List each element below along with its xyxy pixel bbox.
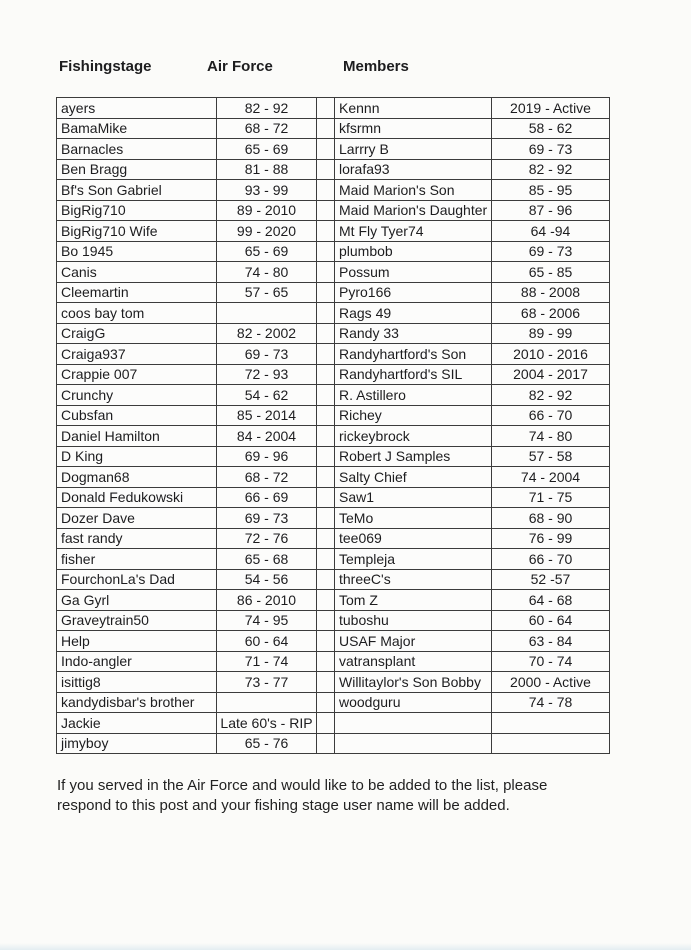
member-years-cell: 69 - 73 — [492, 241, 610, 262]
member-name-cell: Larrry B — [335, 139, 492, 160]
fishingstage-name-cell: Daniel Hamilton — [57, 426, 217, 447]
fishingstage-name-cell: Ben Bragg — [57, 159, 217, 180]
member-name-cell: Richey — [335, 405, 492, 426]
table-row — [57, 385, 610, 406]
member-name-cell: woodguru — [335, 692, 492, 713]
table-row — [57, 241, 610, 262]
fishingstage-name-cell: BigRig710 — [57, 200, 217, 221]
member-years-cell: 64 -94 — [492, 221, 610, 242]
member-years-cell: 2000 - Active — [492, 672, 610, 693]
spacer-cell — [317, 590, 335, 611]
table-row — [57, 487, 610, 508]
fishingstage-name-cell: BamaMike — [57, 118, 217, 139]
fishingstage-name-cell: Dozer Dave — [57, 508, 217, 529]
member-years-cell: 57 - 58 — [492, 446, 610, 467]
member-name-cell: R. Astillero — [335, 385, 492, 406]
table-row — [57, 467, 610, 488]
fishingstage-name-cell: Crunchy — [57, 385, 217, 406]
table-row — [57, 446, 610, 467]
fishingstage-name-cell: Donald Fedukowski — [57, 487, 217, 508]
member-name-cell: Randyhartford's SIL — [335, 364, 492, 385]
table-row — [57, 159, 610, 180]
air-force-years-cell: 65 - 76 — [217, 733, 317, 754]
spacer-cell — [317, 98, 335, 119]
table-row — [57, 692, 610, 713]
air-force-years-cell: 93 - 99 — [217, 180, 317, 201]
member-name-cell: Willitaylor's Son Bobby — [335, 672, 492, 693]
member-years-cell: 74 - 78 — [492, 692, 610, 713]
member-name-cell — [335, 733, 492, 754]
air-force-years-cell: 72 - 93 — [217, 364, 317, 385]
member-years-cell — [492, 713, 610, 734]
spacer-cell — [317, 631, 335, 652]
air-force-years-cell: 65 - 68 — [217, 549, 317, 570]
air-force-years-cell: 54 - 56 — [217, 569, 317, 590]
fishingstage-name-cell: Graveytrain50 — [57, 610, 217, 631]
spacer-cell — [317, 487, 335, 508]
table-row — [57, 426, 610, 447]
table-row — [57, 528, 610, 549]
air-force-years-cell: 57 - 65 — [217, 282, 317, 303]
table-row — [57, 651, 610, 672]
table-row — [57, 569, 610, 590]
column-header-fishingstage: Fishingstage — [59, 58, 152, 75]
spacer-cell — [317, 303, 335, 324]
air-force-years-cell — [217, 692, 317, 713]
air-force-years-cell: 66 - 69 — [217, 487, 317, 508]
table-row — [57, 262, 610, 283]
member-years-cell: 74 - 80 — [492, 426, 610, 447]
air-force-years-cell: 84 - 2004 — [217, 426, 317, 447]
spacer-cell — [317, 118, 335, 139]
air-force-years-cell: 69 - 73 — [217, 344, 317, 365]
air-force-years-cell: 82 - 2002 — [217, 323, 317, 344]
fishingstage-name-cell: Canis — [57, 262, 217, 283]
member-years-cell: 68 - 2006 — [492, 303, 610, 324]
spacer-cell — [317, 323, 335, 344]
member-years-cell: 2010 - 2016 — [492, 344, 610, 365]
spacer-cell — [317, 549, 335, 570]
spacer-cell — [317, 467, 335, 488]
air-force-years-cell: 69 - 96 — [217, 446, 317, 467]
footer-note — [57, 776, 547, 816]
fishingstage-name-cell: Bo 1945 — [57, 241, 217, 262]
member-years-cell: 82 - 92 — [492, 159, 610, 180]
member-name-cell: Salty Chief — [335, 467, 492, 488]
footer-line-1: If you served in the Air Force and would like to be added to the list, please — [57, 777, 548, 794]
fishingstage-name-cell: Craiga937 — [57, 344, 217, 365]
fishingstage-name-cell: D King — [57, 446, 217, 467]
fishingstage-name-cell: ayers — [57, 98, 217, 119]
fishingstage-name-cell: fisher — [57, 549, 217, 570]
air-force-years-cell: 68 - 72 — [217, 467, 317, 488]
member-years-cell: 2019 - Active — [492, 98, 610, 119]
spacer-cell — [317, 569, 335, 590]
air-force-years-cell: 85 - 2014 — [217, 405, 317, 426]
spacer-cell — [317, 651, 335, 672]
member-years-cell: 70 - 74 — [492, 651, 610, 672]
member-years-cell: 52 -57 — [492, 569, 610, 590]
member-years-cell: 82 - 92 — [492, 385, 610, 406]
spacer-cell — [317, 426, 335, 447]
member-name-cell: vatransplant — [335, 651, 492, 672]
table-row — [57, 344, 610, 365]
air-force-years-cell: 86 - 2010 — [217, 590, 317, 611]
column-header-air-force: Air Force — [207, 58, 273, 75]
air-force-years-cell: 74 - 95 — [217, 610, 317, 631]
table-row — [57, 303, 610, 324]
fishingstage-name-cell: Bf's Son Gabriel — [57, 180, 217, 201]
spacer-cell — [317, 200, 335, 221]
table-row — [57, 713, 610, 734]
air-force-years-cell: 68 - 72 — [217, 118, 317, 139]
spacer-cell — [317, 610, 335, 631]
table-row — [57, 364, 610, 385]
spacer-cell — [317, 733, 335, 754]
member-years-cell: 58 - 62 — [492, 118, 610, 139]
fishingstage-name-cell: BigRig710 Wife — [57, 221, 217, 242]
member-years-cell — [492, 733, 610, 754]
spacer-cell — [317, 405, 335, 426]
member-name-cell: Possum — [335, 262, 492, 283]
member-years-cell: 64 - 68 — [492, 590, 610, 611]
fishingstage-name-cell: jimyboy — [57, 733, 217, 754]
air-force-years-cell: 74 - 80 — [217, 262, 317, 283]
member-name-cell: Mt Fly Tyer74 — [335, 221, 492, 242]
member-name-cell: plumbob — [335, 241, 492, 262]
table-row — [57, 139, 610, 160]
member-name-cell: Randy 33 — [335, 323, 492, 344]
air-force-years-cell: 73 - 77 — [217, 672, 317, 693]
member-name-cell: Maid Marion's Daughter — [335, 200, 492, 221]
fishingstage-name-cell: Jackie — [57, 713, 217, 734]
fishingstage-name-cell: Crappie 007 — [57, 364, 217, 385]
air-force-years-cell: 81 - 88 — [217, 159, 317, 180]
spacer-cell — [317, 221, 335, 242]
member-name-cell: kfsrmn — [335, 118, 492, 139]
spacer-cell — [317, 446, 335, 467]
spacer-cell — [317, 241, 335, 262]
member-years-cell: 76 - 99 — [492, 528, 610, 549]
member-name-cell: threeC's — [335, 569, 492, 590]
air-force-years-cell: 60 - 64 — [217, 631, 317, 652]
table-row — [57, 323, 610, 344]
spacer-cell — [317, 139, 335, 160]
spacer-cell — [317, 364, 335, 385]
table-row — [57, 282, 610, 303]
fishingstage-name-cell: CraigG — [57, 323, 217, 344]
air-force-years-cell: 71 - 74 — [217, 651, 317, 672]
table-row — [57, 610, 610, 631]
spacer-cell — [317, 282, 335, 303]
member-years-cell: 71 - 75 — [492, 487, 610, 508]
scan-edge-strip — [0, 943, 691, 950]
spacer-cell — [317, 159, 335, 180]
spacer-cell — [317, 262, 335, 283]
table-row — [57, 631, 610, 652]
table-row — [57, 221, 610, 242]
fishingstage-name-cell: FourchonLa's Dad — [57, 569, 217, 590]
spacer-cell — [317, 692, 335, 713]
member-years-cell: 88 - 2008 — [492, 282, 610, 303]
member-years-cell: 74 - 2004 — [492, 467, 610, 488]
air-force-years-cell: 69 - 73 — [217, 508, 317, 529]
member-name-cell: Tom Z — [335, 590, 492, 611]
member-years-cell: 65 - 85 — [492, 262, 610, 283]
fishingstage-name-cell: isittig8 — [57, 672, 217, 693]
air-force-years-cell: 82 - 92 — [217, 98, 317, 119]
member-name-cell: Maid Marion's Son — [335, 180, 492, 201]
fishingstage-name-cell: fast randy — [57, 528, 217, 549]
member-years-cell: 60 - 64 — [492, 610, 610, 631]
table-row — [57, 672, 610, 693]
member-name-cell: Robert J Samples — [335, 446, 492, 467]
fishingstage-name-cell: Indo-angler — [57, 651, 217, 672]
member-years-cell: 89 - 99 — [492, 323, 610, 344]
table-row — [57, 590, 610, 611]
member-name-cell: USAF Major — [335, 631, 492, 652]
fishingstage-name-cell: Barnacles — [57, 139, 217, 160]
member-years-cell: 68 - 90 — [492, 508, 610, 529]
air-force-years-cell: 65 - 69 — [217, 139, 317, 160]
fishingstage-name-cell: Cleemartin — [57, 282, 217, 303]
fishingstage-name-cell: coos bay tom — [57, 303, 217, 324]
member-name-cell — [335, 713, 492, 734]
member-years-cell: 63 - 84 — [492, 631, 610, 652]
table-row — [57, 98, 610, 119]
spacer-cell — [317, 344, 335, 365]
member-years-cell: 2004 - 2017 — [492, 364, 610, 385]
table-row — [57, 733, 610, 754]
member-name-cell: lorafa93 — [335, 159, 492, 180]
member-name-cell: Rags 49 — [335, 303, 492, 324]
air-force-years-cell: 72 - 76 — [217, 528, 317, 549]
spacer-cell — [317, 385, 335, 406]
spacer-cell — [317, 672, 335, 693]
fishingstage-name-cell: Help — [57, 631, 217, 652]
fishingstage-name-cell: Cubsfan — [57, 405, 217, 426]
spacer-cell — [317, 508, 335, 529]
member-years-cell: 66 - 70 — [492, 405, 610, 426]
table-row — [57, 180, 610, 201]
air-force-years-cell: 65 - 69 — [217, 241, 317, 262]
table-row — [57, 549, 610, 570]
table-row — [57, 508, 610, 529]
member-name-cell: tuboshu — [335, 610, 492, 631]
air-force-years-cell: 99 - 2020 — [217, 221, 317, 242]
member-name-cell: Randyhartford's Son — [335, 344, 492, 365]
table-row — [57, 118, 610, 139]
spacer-cell — [317, 713, 335, 734]
member-years-cell: 69 - 73 — [492, 139, 610, 160]
member-name-cell: tee069 — [335, 528, 492, 549]
air-force-years-cell: 54 - 62 — [217, 385, 317, 406]
roster-table — [56, 97, 610, 754]
table-row — [57, 200, 610, 221]
column-header-members: Members — [343, 58, 409, 75]
air-force-years-cell: 89 - 2010 — [217, 200, 317, 221]
roster-table-body — [57, 98, 610, 754]
member-years-cell: 85 - 95 — [492, 180, 610, 201]
member-name-cell: Templeja — [335, 549, 492, 570]
table-row — [57, 405, 610, 426]
fishingstage-name-cell: Ga Gyrl — [57, 590, 217, 611]
member-name-cell: Kennn — [335, 98, 492, 119]
air-force-years-cell — [217, 303, 317, 324]
member-years-cell: 66 - 70 — [492, 549, 610, 570]
air-force-years-cell: Late 60's - RIP — [217, 713, 317, 734]
spacer-cell — [317, 180, 335, 201]
footer-line-2: respond to this post and your fishing stage user name will be added. — [57, 797, 510, 814]
member-name-cell: Saw1 — [335, 487, 492, 508]
fishingstage-name-cell: kandydisbar's brother — [57, 692, 217, 713]
member-name-cell: TeMo — [335, 508, 492, 529]
member-years-cell: 87 - 96 — [492, 200, 610, 221]
spacer-cell — [317, 528, 335, 549]
member-name-cell: Pyro166 — [335, 282, 492, 303]
fishingstage-name-cell: Dogman68 — [57, 467, 217, 488]
member-name-cell: rickeybrock — [335, 426, 492, 447]
